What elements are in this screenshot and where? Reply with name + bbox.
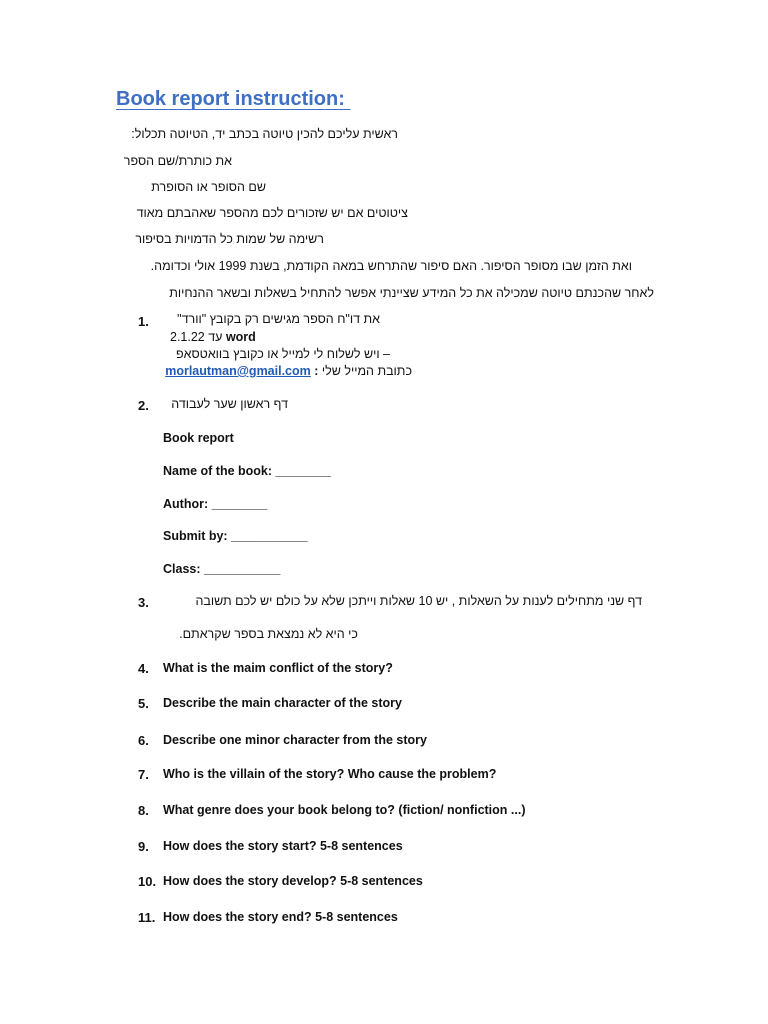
question-text: Who is the villain of the story? Who cause the problem? xyxy=(163,767,497,781)
item1-line3: – ויש לשלוח לי למייל או כקובץ בוואטסאפ xyxy=(175,347,390,361)
list-number: 9. xyxy=(138,839,149,854)
item1-line2 xyxy=(170,330,256,344)
question-text: Describe one minor character from the story xyxy=(163,733,427,747)
list-number: 1. xyxy=(138,314,149,329)
list-number: 2. xyxy=(138,398,149,413)
item3-line1: דף שני מתחילים לענות על השאלות , יש 10 שאלות וייתכן שלא על כולם יש לכם תשובה xyxy=(195,594,642,608)
item1-until: עד xyxy=(208,330,223,344)
list-number: 5. xyxy=(138,696,149,711)
cover-field: Class: ___________ xyxy=(163,562,281,576)
page-title: Book report instruction: xyxy=(116,88,351,110)
intro-line: ראשית עליכם להכין טיוטה בכתב יד, הטיוטה תכלול: xyxy=(131,127,398,141)
email-colon: : xyxy=(310,364,322,378)
item1-line4 xyxy=(165,364,412,378)
list-number: 3. xyxy=(138,595,149,610)
list-number: 10. xyxy=(138,874,157,889)
cover-field: Book report xyxy=(163,431,234,445)
list-number: 7. xyxy=(138,767,149,782)
intro-line: ציטוטים אם יש שזכורים לכם מהספר שאהבתם מאוד xyxy=(136,206,408,220)
item1-date: 2.1.22 xyxy=(170,330,205,344)
question-text: How does the story develop? 5-8 sentences xyxy=(163,874,423,888)
intro-line: רשימה של שמות כל הדמויות בסיפור xyxy=(135,232,324,246)
cover-field: Submit by: ___________ xyxy=(163,529,308,543)
item1-line1: את דו"ח הספר מגישים רק בקובץ "וורד" xyxy=(177,312,380,326)
list-number: 6. xyxy=(138,733,149,748)
question-text: How does the story start? 5-8 sentences xyxy=(163,839,403,853)
list-number: 8. xyxy=(138,803,149,818)
intro-line: ואת הזמן שבו מסופר הסיפור. האם סיפור שהתרחש במאה הקודמת, בשנת 1999 אולי וכדומה. xyxy=(150,259,632,273)
item2-heading: דף ראשון שער לעבודה xyxy=(171,397,288,411)
item1-word: word xyxy=(225,330,256,344)
question-text: What is the maim conflict of the story? xyxy=(163,661,393,675)
email-link[interactable]: morlautman@gmail.com xyxy=(165,364,311,378)
email-label: כתובת המייל שלי xyxy=(321,364,412,378)
intro-line: את כותרת/שם הספר xyxy=(123,154,232,168)
cover-field: Author: ________ xyxy=(163,497,268,511)
intro-line: שם הסופר או הסופרת xyxy=(151,180,266,194)
question-text: How does the story end? 5-8 sentences xyxy=(163,910,398,924)
item3-line2: כי היא לא נמצאת בספר שקראתם. xyxy=(179,627,358,641)
question-text: What genre does your book belong to? (fiction/ nonfiction ...) xyxy=(163,803,526,817)
list-number: 11. xyxy=(138,910,156,925)
question-text: Describe the main character of the story xyxy=(163,696,402,710)
cover-field: Name of the book: ________ xyxy=(163,464,332,478)
list-number: 4. xyxy=(138,661,149,676)
intro-line: לאחר שהכנתם טיוטה שמכילה את כל המידע שציינתי אפשר להתחיל בשאלות ובשאר ההנחיות xyxy=(169,286,654,300)
